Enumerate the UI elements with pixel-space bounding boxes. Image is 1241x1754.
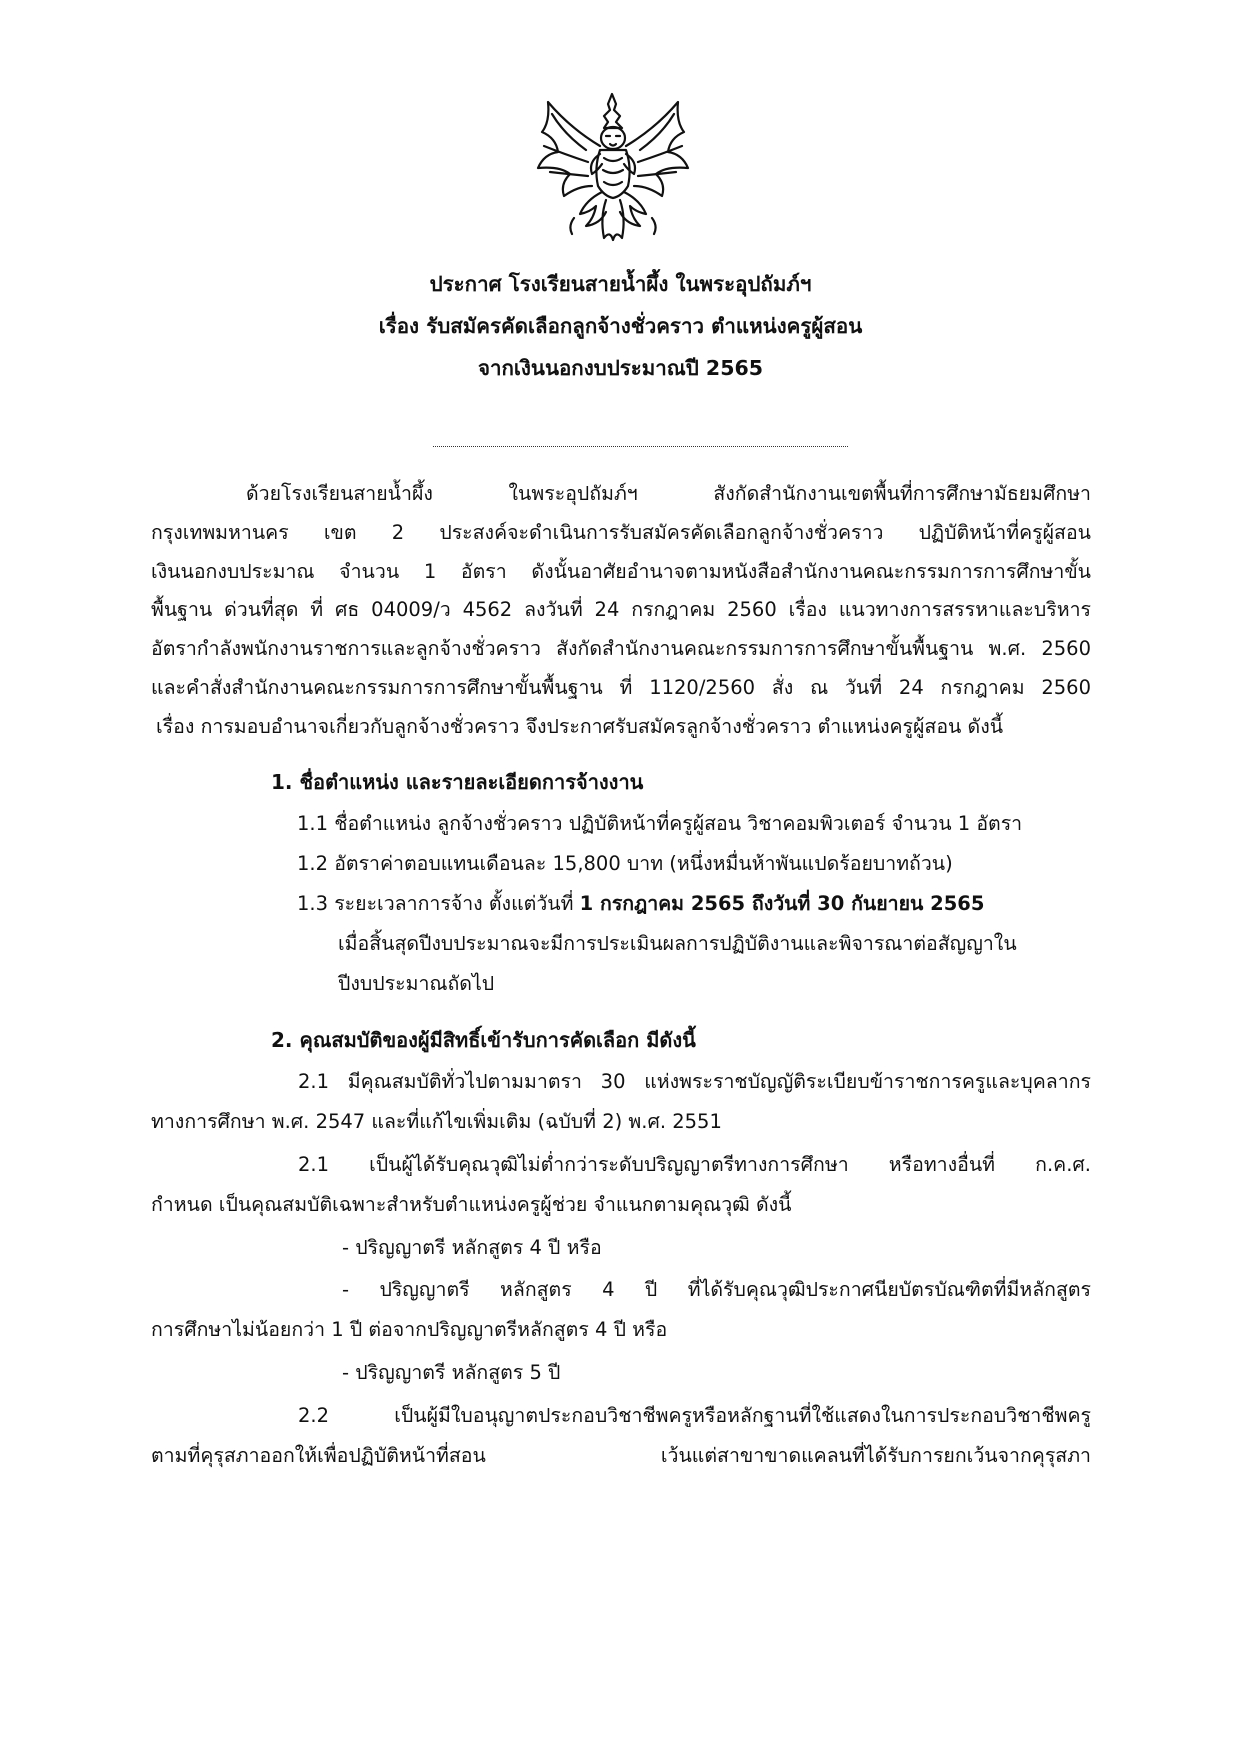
intro-line-7: เรื่อง การมอบอำนาจเกี่ยวกับลูกจ้างชั่วคราว จึงประกาศรับสมัครลูกจ้างชั่วคราว ตำแหน่งครูผู้สอน ดังนี้: [156, 715, 1004, 738]
intro-line-5: อัตรากำลังพนักงานราชการและลูกจ้างชั่วคราว สังกัดสำนักงานคณะกรรมการการศึกษาขั้นพื้นฐาน พ.ศ. 2560: [151, 637, 1091, 660]
section-2-para-1-line-1: 2.1 มีคุณสมบัติทั่วไปตามมาตรา 30 แห่งพระราชบัญญัติระเบียบข้าราชการครูและบุคลากร: [298, 1070, 1091, 1093]
section-2-bullet-3: - ปริญญาตรี หลักสูตร 5 ปี: [342, 1361, 561, 1384]
announcement-subject: เรื่อง รับสมัครคัดเลือกลูกจ้างชั่วคราว ตำแหน่งครูผู้สอน: [378, 314, 863, 338]
section-1-item-3-period: 1 กรกฎาคม 2565 ถึงวันที่ 30 กันยายน 2565: [579, 892, 985, 915]
garuda-emblem-icon: [530, 88, 695, 246]
section-1-item-3-prefix: 1.3 ระยะเวลาการจ้าง ตั้งแต่วันที่: [297, 892, 574, 915]
intro-line-6: และคำสั่งสำนักงานคณะกรรมการการศึกษาขั้นพื้นฐาน ที่ 1120/2560 สั่ง ณ วันที่ 24 กรกฎาคม 2560: [151, 676, 1091, 699]
dotted-divider: [433, 446, 848, 447]
announcement-title: ประกาศ โรงเรียนสายน้ำผึ้ง ในพระอุปถัมภ์ฯ: [429, 272, 812, 296]
intro-line-3: เงินนอกงบประมาณ จำนวน 1 อัตรา ดังนั้นอาศัยอำนาจตามหนังสือสำนักงานคณะกรรมการการศึกษาขั้น: [151, 560, 1091, 583]
section-1-item-3: [297, 888, 984, 919]
intro-line-2: กรุงเทพมหานคร เขต 2 ประสงค์จะดำเนินการรับสมัครคัดเลือกลูกจ้างชั่วคราว ปฏิบัติหน้าที่ครูผู้สอน: [151, 521, 1091, 544]
section-1-heading: 1. ชื่อตำแหน่ง และรายละเอียดการจ้างงาน: [271, 770, 644, 794]
section-2-para-1-line-2: ทางการศึกษา พ.ศ. 2547 และที่แก้ไขเพิ่มเติม (ฉบับที่ 2) พ.ศ. 2551: [151, 1110, 722, 1133]
section-2-bullet-2-line-2: การศึกษาไม่น้อยกว่า 1 ปี ต่อจากปริญญาตรีหลักสูตร 4 ปี หรือ: [151, 1318, 668, 1341]
section-2-para-2-line-1: 2.1 เป็นผู้ได้รับคุณวุฒิไม่ต่ำกว่าระดับปริญญาตรีทางการศึกษา หรือทางอื่นที่ ก.ค.ศ.: [298, 1153, 1091, 1176]
section-1-item-3-line-2: เมื่อสิ้นสุดปีงบประมาณจะมีการประเมินผลการปฏิบัติงานและพิจารณาต่อสัญญาใน: [338, 932, 1017, 955]
section-2-para-2-line-2: กำหนด เป็นคุณสมบัติเฉพาะสำหรับตำแหน่งครูผู้ช่วย จำแนกตามคุณวุฒิ ดังนี้: [151, 1193, 792, 1216]
intro-line-4: พื้นฐาน ด่วนที่สุด ที่ ศธ 04009/ว 4562 ลงวันที่ 24 กรกฎาคม 2560 เรื่อง แนวทางการสรรหาและบริหาร: [151, 598, 1091, 621]
section-2-heading: 2. คุณสมบัติของผู้มีสิทธิ์เข้ารับการคัดเลือก มีดังนี้: [271, 1028, 696, 1052]
section-2-para-3-line-1: 2.2 เป็นผู้มีใบอนุญาตประกอบวิชาชีพครูหรือหลักฐานที่ใช้แสดงในการประกอบวิชาชีพครู: [298, 1404, 1091, 1427]
section-2-para-3-line-2: ตามที่คุรุสภาออกให้เพื่อปฏิบัติหน้าที่สอน เว้นแต่สาขาขาดแคลนที่ได้รับการยกเว้นจากคุรุสภา: [151, 1444, 1091, 1467]
section-1-item-3-line-3: ปีงบประมาณถัดไป: [338, 972, 495, 995]
intro-line-1: ด้วยโรงเรียนสายน้ำผึ้ง ในพระอุปถัมภ์ฯ สังกัดสำนักงานเขตพื้นที่การศึกษามัธยมศึกษา: [246, 482, 1091, 505]
section-2-bullet-2-line-1: - ปริญญาตรี หลักสูตร 4 ปี ที่ได้รับคุณวุฒิประกาศนียบัตรบัณฑิตที่มีหลักสูตร: [342, 1278, 1091, 1301]
section-1-item-1: 1.1 ชื่อตำแหน่ง ลูกจ้างชั่วคราว ปฏิบัติหน้าที่ครูผู้สอน วิชาคอมพิวเตอร์ จำนวน 1 อัตรา: [297, 812, 1023, 835]
section-1-item-2: 1.2 อัตราค่าตอบแทนเดือนละ 15,800 บาท (หนึ่งหมื่นห้าพันแปดร้อยบาทถ้วน): [297, 852, 953, 875]
announcement-budget-year: จากเงินนอกงบประมาณปี 2565: [477, 356, 763, 380]
section-2-bullet-1: - ปริญญาตรี หลักสูตร 4 ปี หรือ: [342, 1236, 602, 1259]
